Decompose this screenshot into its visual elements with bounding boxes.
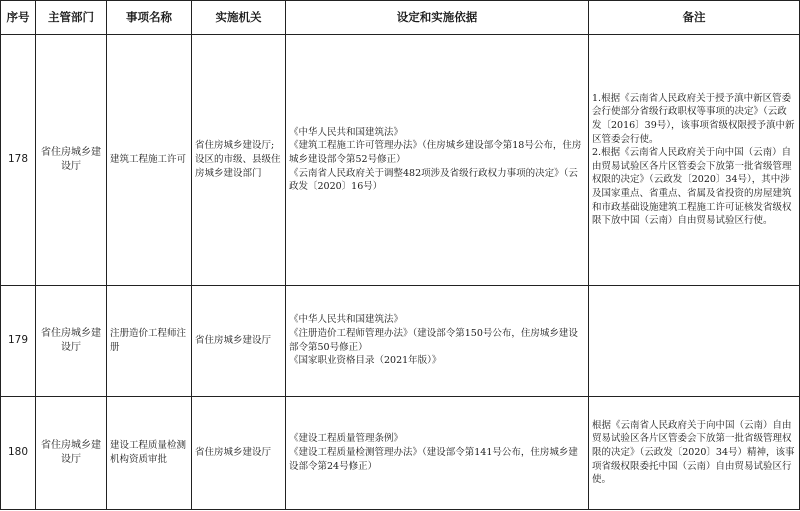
- basis-line: 《建设工程质量检测管理办法》（建设部令第141号公布，住房城乡建设部令第24号修正）: [289, 447, 578, 472]
- cell-remark: [589, 285, 800, 396]
- cell-agency: 省住房城乡建设厅;设区的市级、县级住房城乡建设部门: [192, 35, 286, 286]
- table-row: [1, 285, 800, 396]
- cell-item: 建设工程质量检测机构资质审批: [107, 396, 192, 509]
- header-seq: 序号: [1, 1, 36, 35]
- remark-line: 根据《云南省人民政府关于向中国（云南）自由贸易试验区各片区管委会下放第一批省级管理权限的决定》（云政发〔2020〕34号）精神，该事项省级权限委托中国（云南）自由贸易试验区行使。: [592, 419, 795, 486]
- remark-line: 1.根据《云南省人民政府关于授予滇中新区管委会行使部分省级行政职权等事项的决定》（云政发〔2016〕39号），该事项省级权限授予滇中新区管委会行使。: [592, 92, 795, 145]
- basis-line: 《中华人民共和国建筑法》: [289, 126, 404, 138]
- basis-line: 《国家职业资格目录（2021年版）》: [289, 355, 442, 367]
- cell-agency: 省住房城乡建设厅: [192, 396, 286, 509]
- cell-basis: [286, 285, 589, 396]
- cell-agency: 省住房城乡建设厅: [192, 285, 286, 396]
- header-basis: 设定和实施依据: [286, 1, 589, 35]
- header-item: 事项名称: [107, 1, 192, 35]
- basis-line: 《建设工程质量管理条例》: [289, 433, 404, 445]
- cell-remark: [589, 35, 800, 286]
- basis-line: 《中华人民共和国建筑法》: [289, 314, 404, 326]
- header-remark: 备注: [589, 1, 800, 35]
- cell-item: 建筑工程施工许可: [107, 35, 192, 286]
- header-row: [1, 1, 800, 35]
- cell-dept: 省住房城乡建设厅: [36, 396, 107, 509]
- basis-line: 《云南省人民政府关于调整482项涉及省级行政权力事项的决定》（云政发〔2020〕16号）: [289, 167, 578, 193]
- cell-seq: 179: [1, 285, 36, 396]
- table-row: [1, 35, 800, 286]
- cell-basis: [286, 396, 589, 509]
- cell-seq: 180: [1, 396, 36, 509]
- remark-line: 2.根据《云南省人民政府关于向中国（云南）自由贸易试验区各片区管委会下放第一批省级管理权限的决定》（云政发〔2020〕34号），其中涉及国家重点、省重点、省属及省投资的房屋建筑和市政基础设施建筑工程施工许可证核发省级权限下放中国（云南）自由贸易试验区行使。: [592, 147, 792, 227]
- cell-dept: 省住房城乡建设厅: [36, 285, 107, 396]
- cell-remark: [589, 396, 800, 509]
- table-row: [1, 396, 800, 509]
- cell-item: 注册造价工程师注册: [107, 285, 192, 396]
- basis-line: 《建筑工程施工许可管理办法》（住房城乡建设部令第18号公布，住房城乡建设部令第52号修正）: [289, 140, 582, 165]
- cell-dept: 省住房城乡建设厅: [36, 35, 107, 286]
- cell-basis: [286, 35, 589, 286]
- basis-line: 《注册造价工程师管理办法》（建设部令第150号公布，住房城乡建设部令第50号修正）: [289, 328, 578, 353]
- header-agency: 实施机关: [192, 1, 286, 35]
- header-dept: 主管部门: [36, 1, 107, 35]
- cell-seq: 178: [1, 35, 36, 286]
